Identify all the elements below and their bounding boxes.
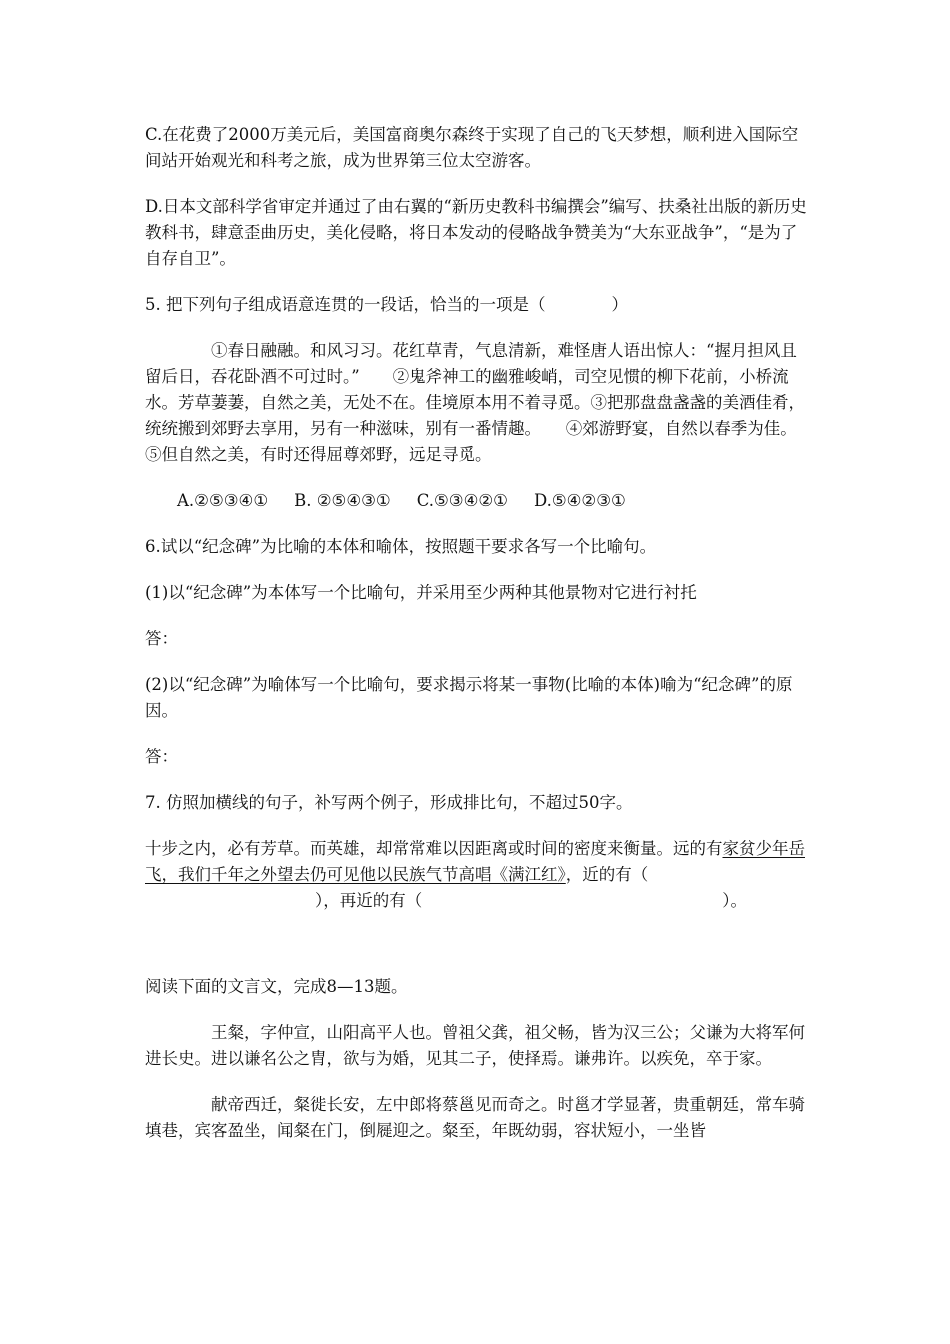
q5-option-a: A.②⑤③④① [177, 491, 269, 510]
reading-intro: 阅读下面的文言文，完成8—13题。 [145, 977, 408, 996]
q6-answer2: 答： [145, 747, 178, 766]
reading-para-1: 王粲，字仲宣，山阳高平人也。曾祖父龚，祖父畅，皆为汉三公；父谦为大将军何进长史。进以谦名公之胄，欲与为婚，见其二子，使择焉。谦弗许。以疾免，卒于家。 [145, 1023, 805, 1068]
reading-para-2: 献帝西迁，粲徙长安，左中郎将蔡邕见而奇之。时邕才学显著，贵重朝廷，常车骑填巷，宾客盈坐，闻粲在门，倒屣迎之。粲至，年既幼弱，容状短小，一坐皆 [145, 1095, 805, 1140]
q5-option-d: D.⑤④②③① [533, 491, 626, 510]
q5-options [145, 488, 813, 514]
q5-stem: 5. 把下列句子组成语意连贯的一段话，恰当的一项是（ ） [145, 295, 628, 314]
q7-close1: ），再近的有（ [315, 891, 423, 910]
q6-sub2: (2)以“纪念碑”为喻体写一个比喻句，要求揭示将某一事物(比喻的本体)喻为“纪念碑”的原因。 [145, 675, 793, 720]
q5-option-c: C.⑤③④②① [416, 491, 508, 510]
q6-sub1: (1)以“纪念碑”为本体写一个比喻句，并采用至少两种其他景物对它进行衬托 [145, 583, 697, 602]
q6-stem: 6.试以“纪念碑”为比喻的本体和喻体，按照题干要求各写一个比喻句。 [145, 537, 657, 556]
q7-example [145, 836, 813, 914]
q5-passage: ①春日融融。和风习习。花红草青，气息清新，难怪唐人语出惊人：“握月担风且留后日，吞花卧酒不可过时。” ②鬼斧神工的幽雅峻峭，司空见惯的柳下花前，小桥流水。芳草萋萋，自然之美，无处不在。佳境原本用不着寻觅。③把那盘盘盏盏的美酒佳肴，统统搬到郊野去享用，另有一种滋味，别有一番情趣。 ④郊游野宴，自然以春季为佳。 ⑤但自然之美，有时还得屈尊郊野，远足寻觅。 [145, 341, 822, 464]
q7-lead: 十步之内，必有芳草。而英雄，却常常难以因距离或时间的密度来衡量。远的有 [145, 839, 723, 858]
q7-near: ，近的有（ [565, 865, 649, 884]
q7-close2: ）。 [722, 891, 747, 910]
q4-option-c: C.在花费了2000万美元后，美国富商奥尔森终于实现了自己的飞天梦想，顺利进入国际空间站开始观光和科考之旅，成为世界第三位太空游客。 [145, 125, 799, 170]
q7-underlined-sentence: 家贫少年岳飞，我们千年之外望去仍可见他以民族气节高唱《满江红》 [145, 839, 805, 884]
document-page [145, 122, 822, 1144]
q5-option-b: B. ②⑤④③① [294, 491, 391, 510]
q6-answer1: 答： [145, 629, 178, 648]
q7-stem: 7. 仿照加横线的句子，补写两个例子，形成排比句，不超过50字。 [145, 793, 633, 812]
q4-option-d: D.日本文部科学省审定并通过了由右翼的“新历史教科书编撰会”编写、扶桑社出版的新历史教科书，肆意歪曲历史，美化侵略，将日本发动的侵略战争赞美为“大东亚战争”，“是为了自存自卫”。 [145, 197, 807, 268]
